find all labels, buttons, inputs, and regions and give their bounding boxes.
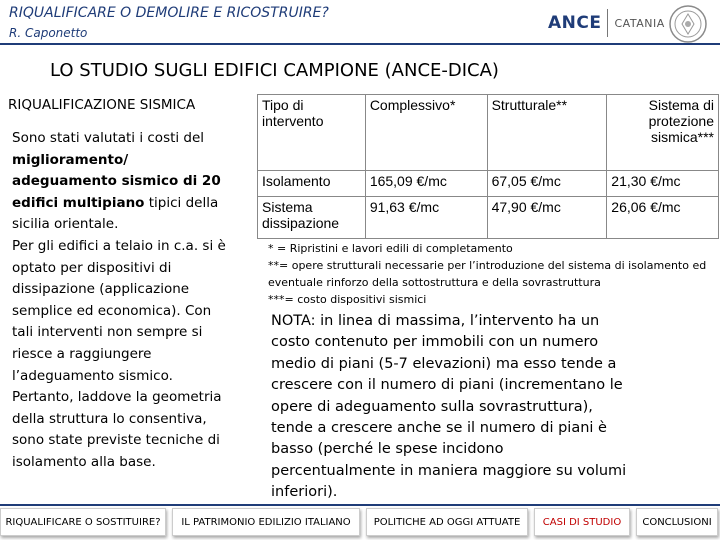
table-cell: Isolamento xyxy=(258,171,366,197)
nav-button-casi-di-studio[interactable]: CASI DI STUDIO xyxy=(534,508,630,536)
presentation-title: RIQUALIFICARE O DEMOLIRE E RICOSTRUIRE? xyxy=(9,5,329,21)
footer-divider xyxy=(0,504,720,506)
note-paragraph: NOTA: in linea di massima, l’intervento ha un costo contenuto per immobili con un numero medio di piani (5-7 elevazioni) ma esso tende a crescere con il numero di piani (incrementano le opere di adeguamento sulla sovrastruttura), tende a crescere anche se il numero di piani è basso (perché le spese incidono percentualmente in maniera maggiore su volumi inferiori). xyxy=(271,313,627,501)
table-cell: 47,90 €/mc xyxy=(487,197,607,239)
table-footnote: ***= costo dispositivi sismici xyxy=(268,293,427,306)
table-row xyxy=(258,171,719,197)
body-text: Per gli edifici a telaio in c.a. si è optato per dispositivi di dissipazione (applicazione semplice ed economica). Con tali interventi non sempre si riesce a raggiungere l’adeguamento sismico. Pertanto, laddove la geometria della struttura lo consentiva, sono state previste tecniche di isolamento alla base. xyxy=(12,237,226,470)
table-footnote: * = Ripristini e lavori edili di completamento xyxy=(268,242,513,255)
cost-table xyxy=(257,94,719,239)
section-heading: RIQUALIFICAZIONE SISMICA xyxy=(8,97,196,113)
nav-button-riqualificare[interactable]: RIQUALIFICARE O SOSTITUIRE? xyxy=(0,508,166,536)
section-body xyxy=(12,128,234,474)
ance-logo-text: ANCE xyxy=(548,13,602,33)
table-cell: Sistema dissipazione xyxy=(258,197,366,239)
body-text: Sono stati valutati i costi del xyxy=(12,130,205,146)
logo-separator xyxy=(607,9,608,37)
body-emphasis: miglioramento/ adeguamento sismico di 20 edifici multipiano xyxy=(12,151,221,211)
table-header-cell: Tipo di intervento xyxy=(258,95,366,171)
table-header-cell: Sistema di protezione sismica*** xyxy=(607,95,719,171)
ance-logo xyxy=(548,6,665,40)
table-cell: 26,06 €/mc xyxy=(607,197,719,239)
nav-button-politiche[interactable]: POLITICHE AD OGGI ATTUATE xyxy=(366,508,528,536)
author-name: R. Caponetto xyxy=(9,26,88,40)
ance-logo-city: CATANIA xyxy=(614,16,665,30)
nav-button-conclusioni[interactable]: CONCLUSIONI xyxy=(636,508,718,536)
body-text: tipici della sicilia orientale. xyxy=(12,194,219,233)
nav-button-patrimonio[interactable]: IL PATRIMONIO EDILIZIO ITALIANO xyxy=(172,508,360,536)
university-seal-icon xyxy=(668,4,708,44)
table-header-row xyxy=(258,95,719,171)
table-header-cell: Strutturale** xyxy=(487,95,607,171)
table-cell: 67,05 €/mc xyxy=(487,171,607,197)
table-footnote: **= opere strutturali necessarie per l’introduzione del sistema di isolamento ed eventuale rinforzo della sottostruttura e della sovrastruttura xyxy=(268,259,707,289)
table-cell: 91,63 €/mc xyxy=(365,197,487,239)
table-cell: 165,09 €/mc xyxy=(365,171,487,197)
slide-title: LO STUDIO SUGLI EDIFICI CAMPIONE (ANCE-DICA) xyxy=(50,60,499,81)
table-row xyxy=(258,197,719,239)
header-divider xyxy=(0,43,720,45)
table-cell: 21,30 €/mc xyxy=(607,171,719,197)
table-header-cell: Complessivo* xyxy=(365,95,487,171)
